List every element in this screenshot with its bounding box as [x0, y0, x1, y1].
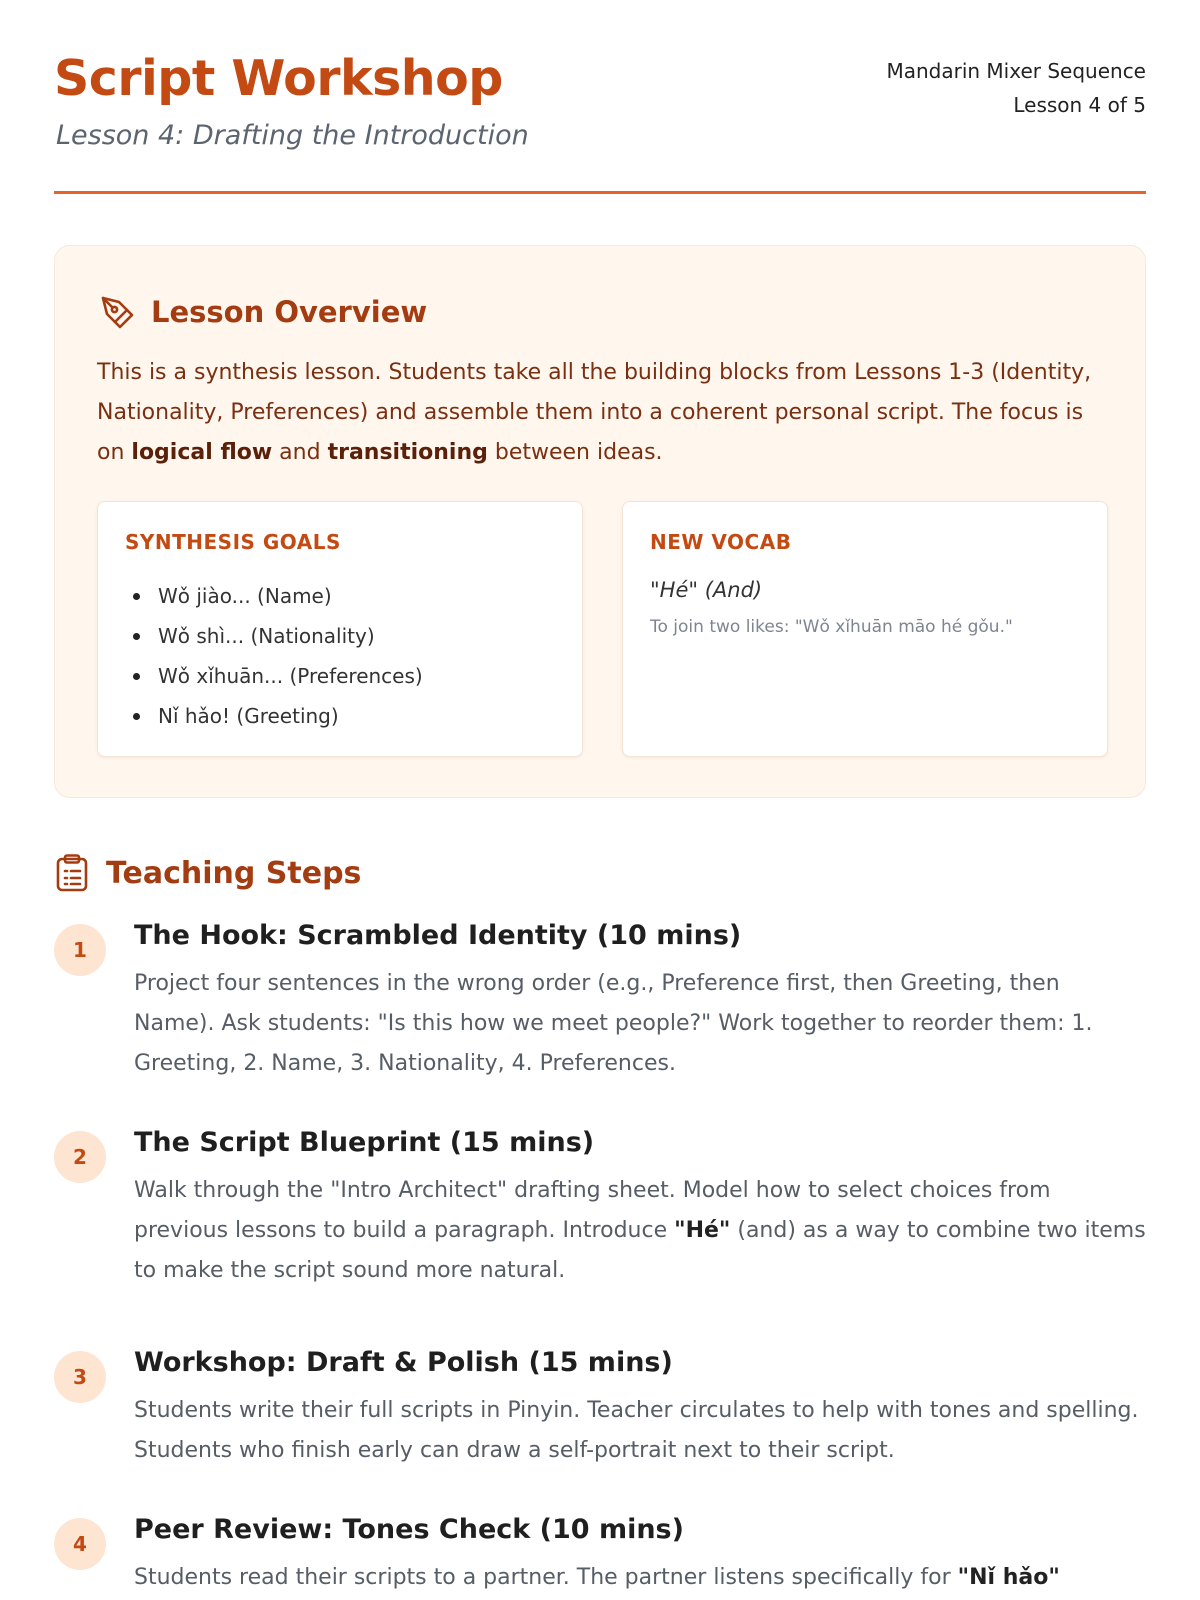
overview-heading — [97, 290, 427, 334]
lesson-overview-card — [54, 245, 1146, 798]
goal-item: Wǒ xǐhuān... (Preferences) — [125, 656, 423, 696]
pen-tool-icon — [97, 292, 137, 332]
teaching-steps-title: Teaching Steps — [106, 855, 362, 891]
step-title: The Script Blueprint (15 mins) — [134, 1127, 595, 1158]
step-number-badge: 4 — [54, 1518, 106, 1570]
goal-item: Wǒ shì... (Nationality) — [125, 616, 423, 656]
synthesis-goals-list — [125, 576, 423, 736]
sequence-name: Mandarin Mixer Sequence — [886, 59, 1146, 83]
overview-text-3: between ideas. — [487, 440, 663, 465]
page-title: Script Workshop — [54, 50, 503, 107]
step-text-bold: "Hé" — [674, 1218, 731, 1243]
goal-item: Wǒ jiào... (Name) — [125, 576, 423, 616]
step-text-a: Students read their scripts to a partner. The partner listens specifically for — [134, 1565, 958, 1590]
step-title: Workshop: Draft & Polish (15 mins) — [134, 1347, 673, 1378]
step-number-badge: 1 — [54, 924, 106, 976]
step-title: Peer Review: Tones Check (10 mins) — [134, 1514, 684, 1545]
step-number-badge: 3 — [54, 1351, 106, 1403]
lesson-plan-page — [54, 0, 1146, 1590]
vocab-note: To join two likes: "Wǒ xǐhuān māo hé gǒu." — [650, 617, 1013, 637]
overview-text-2: and — [272, 440, 328, 465]
step-text-bold: "Nǐ hǎo" — [957, 1565, 1060, 1590]
lesson-count: Lesson 4 of 5 — [1013, 93, 1146, 117]
clipboard-icon — [54, 853, 90, 893]
new-vocab-heading: NEW VOCAB — [650, 530, 792, 554]
overview-bold-1: logical flow — [131, 440, 273, 465]
synthesis-goals-box — [97, 501, 583, 757]
step-text-b: (and) as a way to combine two items to make the script sound more natural. — [134, 1218, 1146, 1283]
overview-text-1: This is a synthesis lesson. Students take all the building blocks from Lessons 1-3 (Identity, Nationality, Preferences) and assemble them into a coherent personal script. The focus is on — [97, 360, 1092, 465]
sequence-meta — [886, 54, 1146, 122]
overview-description — [97, 353, 1107, 473]
page-header — [54, 0, 1146, 194]
new-vocab-box — [622, 501, 1108, 757]
step-description: Students write their full scripts in Pinyin. Teacher circulates to help with tones and spelling. Students who finish early can draw a self-portrait next to their script. — [134, 1398, 1139, 1463]
step-description: Project four sentences in the wrong order (e.g., Preference first, then Greeting, then Name). Ask students: "Is this how we meet people?" Work together to reorder them: 1. Greeting, 2. Name, 3. Nationality, 4. Preferences. — [134, 971, 1093, 1076]
step-text-a: Walk through the "Intro Architect" drafting sheet. Model how to select choices from previous lessons to build a paragraph. Introduce — [134, 1178, 1051, 1243]
goal-item: Nǐ hǎo! (Greeting) — [125, 696, 423, 736]
teaching-steps-heading — [54, 851, 361, 895]
step-title: The Hook: Scrambled Identity (10 mins) — [134, 920, 742, 951]
step-description — [134, 1171, 1146, 1291]
step-number-badge: 2 — [54, 1131, 106, 1183]
overview-bold-2: transitioning — [327, 440, 488, 465]
step-description — [134, 1558, 1146, 1598]
synthesis-goals-heading: SYNTHESIS GOALS — [125, 530, 341, 554]
vocab-word: "Hé" (And) — [650, 578, 763, 602]
page-subtitle: Lesson 4: Drafting the Introduction — [56, 120, 529, 151]
overview-title: Lesson Overview — [151, 295, 428, 329]
